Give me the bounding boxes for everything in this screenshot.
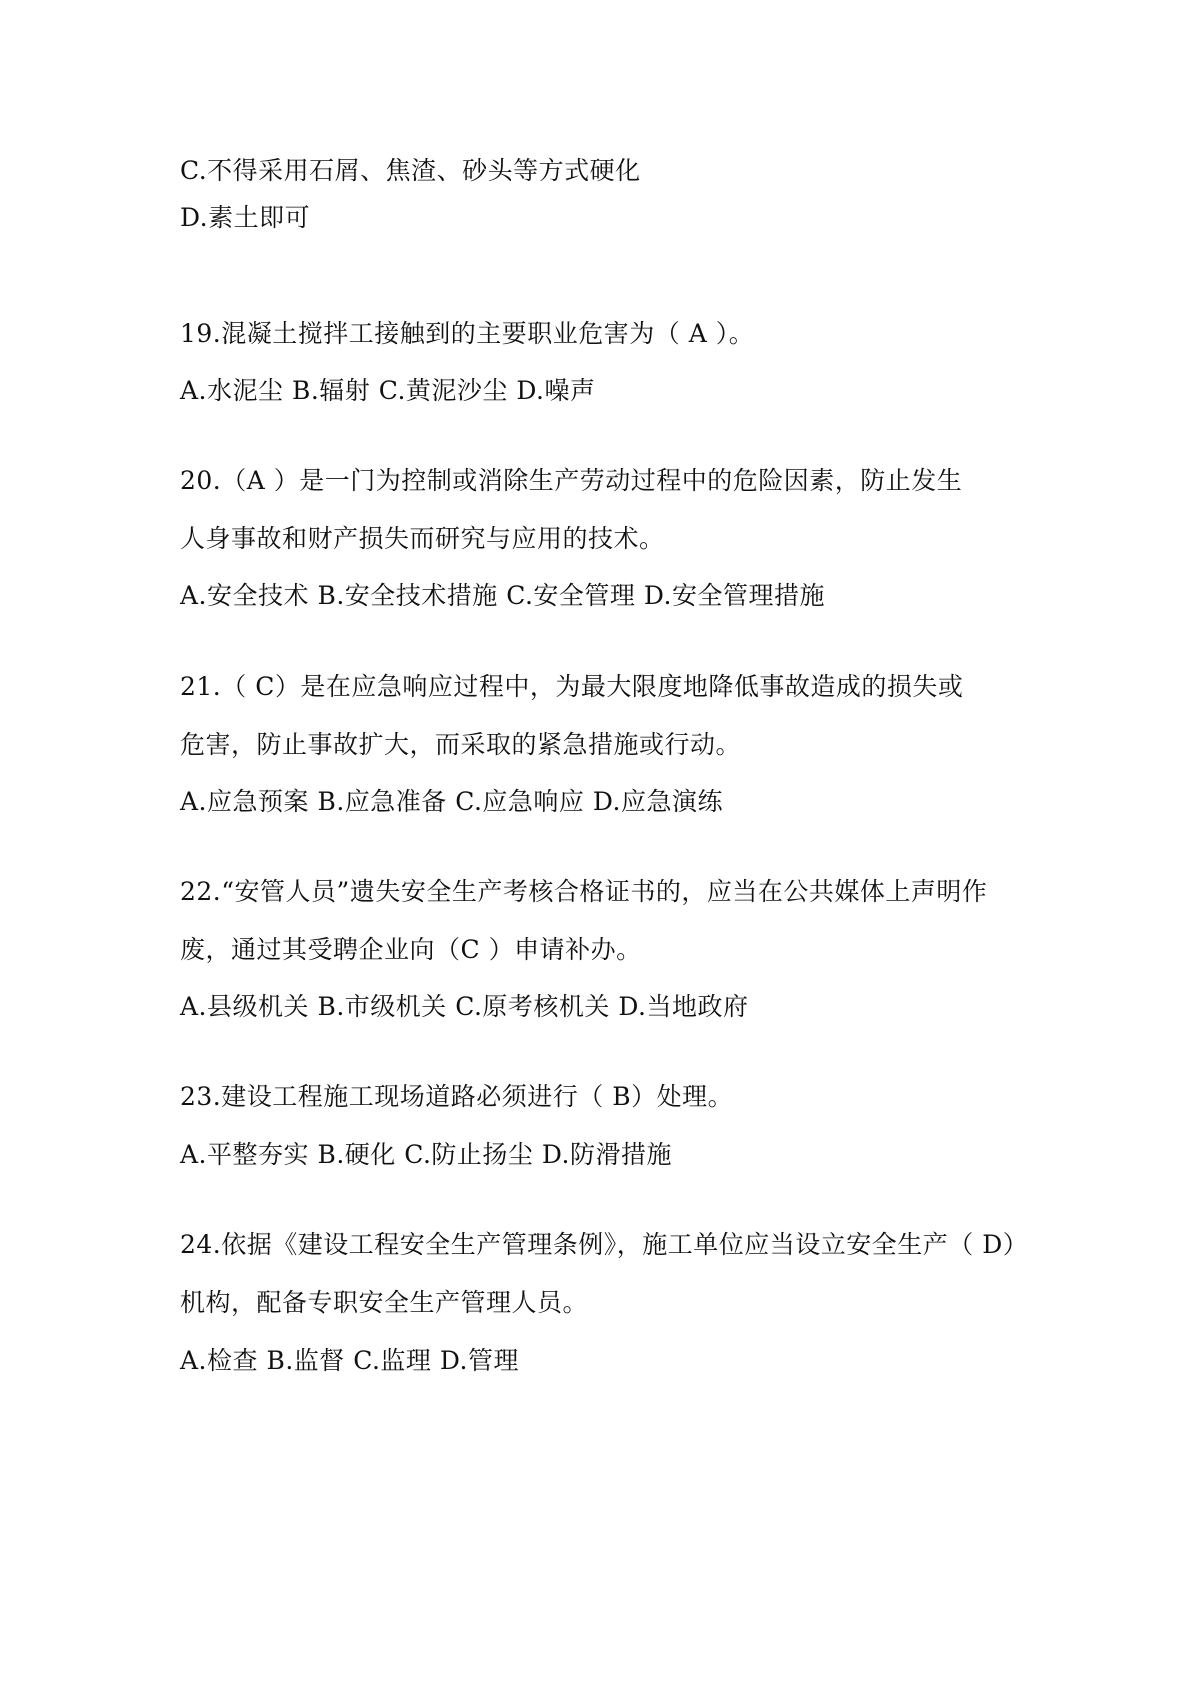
options-24: A.检查 B.监督 C.监理 D.管理 [180,1346,519,1375]
question-23: 23.建设工程施工现场道路必须进行（ B）处理。 [180,1082,734,1111]
options-20: A.安全技术 B.安全技术措施 C.安全管理 D.安全管理措施 [180,581,825,610]
question-22-line2: 废，通过其受聘企业向（C ）申请补办。 [180,935,642,964]
question-20-line1: 20.（A ）是一门为控制或消除生产劳动过程中的危险因素，防止发生 [180,466,963,495]
option-c-q18: C.不得采用石屑、焦渣、砂头等方式硬化 [180,156,641,185]
options-21: A.应急预案 B.应急准备 C.应急响应 D.应急演练 [180,787,723,816]
options-23: A.平整夯实 B.硬化 C.防止扬尘 D.防滑措施 [180,1140,672,1169]
options-19: A.水泥尘 B.辐射 C.黄泥沙尘 D.噪声 [180,376,596,405]
question-24-line2: 机构，配备专职安全生产管理人员。 [180,1288,589,1317]
options-22: A.县级机关 B.市级机关 C.原考核机关 D.当地政府 [180,992,749,1021]
question-22-line1: 22.“安管人员”遗失安全生产考核合格证书的，应当在公共媒体上声明作 [180,877,988,906]
question-24-line1: 24.依据《建设工程安全生产管理条例》，施工单位应当设立安全生产（ D） [180,1230,1029,1259]
question-21-line1: 21.（ C）是在应急响应过程中，为最大限度地降低事故造成的损失或 [180,672,964,701]
question-19: 19.混凝土搅拌工接触到的主要职业危害为（ A ）。 [180,319,755,348]
question-20-line2: 人身事故和财产损失而研究与应用的技术。 [180,524,665,553]
question-21-line2: 危害，防止事故扩大，而采取的紧急措施或行动。 [180,730,742,759]
option-d-q18: D.素土即可 [180,203,311,232]
